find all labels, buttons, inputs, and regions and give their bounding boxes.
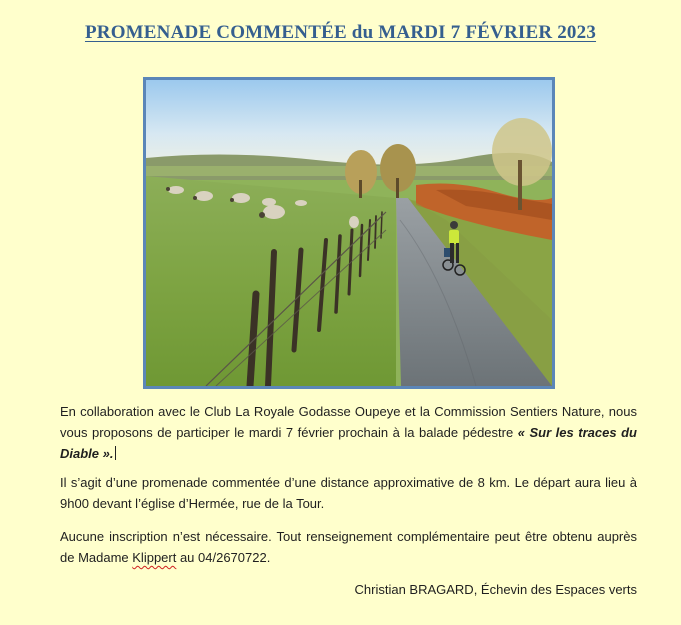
- details-paragraph: Il s’agit d’une promenade commentée d’une distance approximative de 8 km. Le départ aura lieu à 9h00 devant l’église d’Hermée, rue de la Tour.: [60, 475, 637, 511]
- contact-paragraph: [60, 526, 637, 568]
- text-cursor: [115, 446, 116, 460]
- intro-paragraph: [60, 401, 637, 464]
- intro-text: En collaboration avec le Club La Royale Godasse Oupeye et la Commission Sentiers Nature, nous vous proposons de participer le mardi 7 février prochain à la balade pédestre: [60, 404, 637, 440]
- walk-name: « Sur les traces du Diable ».: [60, 425, 637, 461]
- contact-phone: au 04/2670722.: [176, 550, 271, 565]
- signature: Christian BRAGARD, Échevin des Espaces verts: [354, 582, 637, 597]
- contact-text: Aucune inscription n’est nécessaire. Tout renseignement complémentaire peut être obtenu auprès de Madame: [60, 529, 637, 565]
- misspelled-word[interactable]: Klippert: [132, 550, 177, 565]
- page-title: PROMENADE COMMENTÉE du MARDI 7 FÉVRIER 2023: [84, 22, 597, 43]
- landscape-photo: [143, 77, 555, 389]
- landscape-photo-icon: [146, 80, 552, 386]
